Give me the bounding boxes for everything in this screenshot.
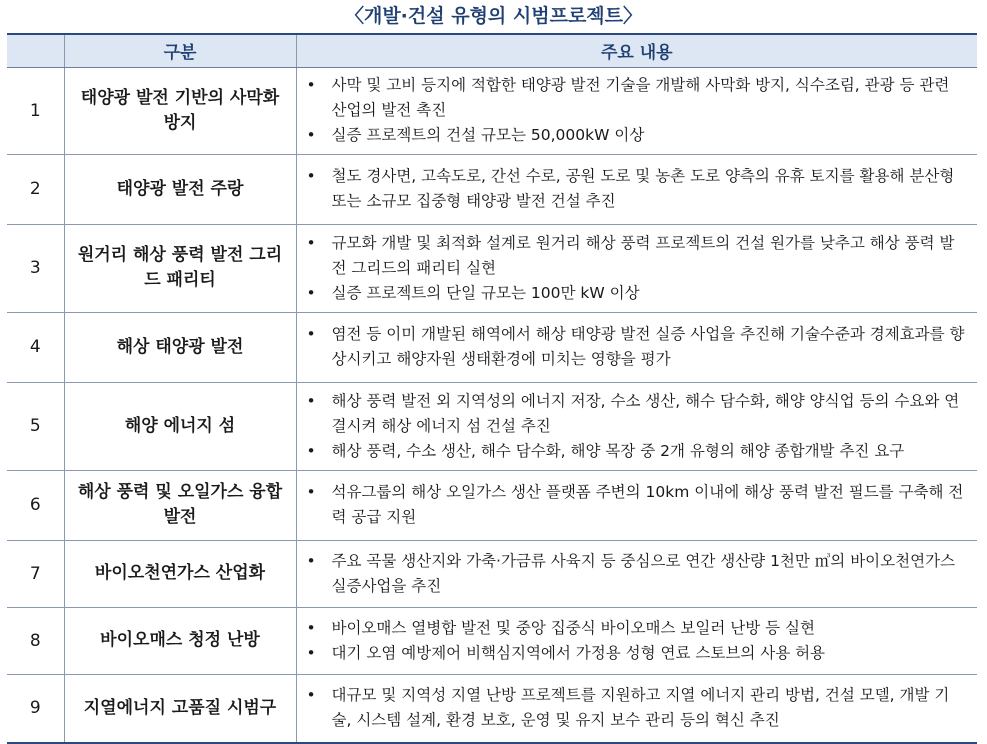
row-category: 해상 풍력 및 오일가스 융합 발전 [64, 470, 296, 540]
table-row [7, 540, 977, 607]
row-number: 9 [7, 674, 64, 743]
table-row [7, 224, 977, 312]
bullet-list [303, 322, 970, 372]
table-row [7, 674, 977, 743]
table-header-row [7, 34, 977, 67]
row-content [296, 382, 977, 470]
row-category: 바이오천연가스 산업화 [64, 540, 296, 607]
table-row [7, 607, 977, 674]
row-number: 4 [7, 312, 64, 382]
pilot-projects-table [7, 33, 977, 744]
bullet-item: • 대기 오염 예방제어 비핵심지역에서 가정용 성형 연료 스토브의 사용 허용 [303, 641, 970, 666]
row-content [296, 674, 977, 743]
bullet-item: • 주요 곡물 생산지와 가축·가금류 사육지 등 중심으로 연간 생산량 1천만 ㎥의 바이오천연가스 실증사업을 추진 [303, 549, 970, 599]
table-row [7, 382, 977, 470]
table-row [7, 154, 977, 224]
bullet-list [303, 616, 970, 666]
row-number: 6 [7, 470, 64, 540]
row-category: 지열에너지 고품질 시범구 [64, 674, 296, 743]
row-category: 태양광 발전 기반의 사막화 방지 [64, 67, 296, 154]
bullet-item: • 사막 및 고비 등지에 적합한 태양광 발전 기술을 개발해 사막화 방지, 식수조림, 관광 등 관련 산업의 발전 촉진 [303, 73, 970, 123]
row-category: 원거리 해상 풍력 발전 그리드 패리티 [64, 224, 296, 312]
bullet-list [303, 231, 970, 306]
row-number: 5 [7, 382, 64, 470]
row-content [296, 312, 977, 382]
row-category: 해양 에너지 섬 [64, 382, 296, 470]
row-number: 7 [7, 540, 64, 607]
table-row [7, 312, 977, 382]
row-content [296, 540, 977, 607]
row-content [296, 607, 977, 674]
row-content [296, 154, 977, 224]
bullet-list [303, 683, 970, 733]
row-number: 8 [7, 607, 64, 674]
row-number: 1 [7, 67, 64, 154]
bullet-list [303, 480, 970, 530]
bullet-list [303, 549, 970, 599]
bullet-item: • 해상 풍력 발전 외 지역성의 에너지 저장, 수소 생산, 해수 담수화, 해양 양식업 등의 수요와 연결시켜 해상 에너지 섬 건설 추진 [303, 389, 970, 439]
bullet-item: • 대규모 및 지역성 지열 난방 프로젝트를 지원하고 지열 에너지 관리 방법, 건설 모델, 개발 기술, 시스템 설계, 환경 보호, 운영 및 유지 보수 관리 등의 혁신 추진 [303, 683, 970, 733]
bullet-item: • 염전 등 이미 개발된 해역에서 해상 태양광 발전 실증 사업을 추진해 기술수준과 경제효과를 향상시키고 해양자원 생태환경에 미치는 영향을 평가 [303, 322, 970, 372]
row-category: 태양광 발전 주랑 [64, 154, 296, 224]
row-number: 2 [7, 154, 64, 224]
row-category: 해상 태양광 발전 [64, 312, 296, 382]
row-content [296, 470, 977, 540]
header-content: 주요 내용 [296, 34, 977, 67]
bullet-list [303, 389, 970, 464]
header-category: 구분 [64, 34, 296, 67]
bullet-item: • 철도 경사면, 고속도로, 간선 수로, 공원 도로 및 농촌 도로 양측의 유휴 토지를 활용해 분산형 또는 소규모 집중형 태양광 발전 건설 추진 [303, 164, 970, 214]
bullet-list [303, 164, 970, 214]
row-content [296, 67, 977, 154]
row-category: 바이오매스 청정 난방 [64, 607, 296, 674]
table-row [7, 67, 977, 154]
header-number [7, 34, 64, 67]
table-title: 〈개발·건설 유형의 시범프로젝트〉 [344, 5, 643, 27]
bullet-item: • 해상 풍력, 수소 생산, 해수 담수화, 해양 목장 중 2개 유형의 해양 종합개발 추진 요구 [303, 439, 970, 464]
bullet-item: • 석유그룹의 해상 오일가스 생산 플랫폼 주변의 10km 이내에 해상 풍력 발전 필드를 구축해 전력 공급 지원 [303, 480, 970, 530]
row-content [296, 224, 977, 312]
bullet-item: • 실증 프로젝트의 건설 규모는 50,000kW 이상 [303, 123, 970, 148]
row-number: 3 [7, 224, 64, 312]
bullet-item: • 바이오매스 열병합 발전 및 중앙 집중식 바이오매스 보일러 난방 등 실현 [303, 616, 970, 641]
bullet-item: • 규모화 개발 및 최적화 설계로 원거리 해상 풍력 프로젝트의 건설 원가를 낮추고 해상 풍력 발전 그리드의 패리티 실현 [303, 231, 970, 281]
bullet-item: • 실증 프로젝트의 단일 규모는 100만 kW 이상 [303, 281, 970, 306]
table-row [7, 470, 977, 540]
bullet-list [303, 73, 970, 148]
